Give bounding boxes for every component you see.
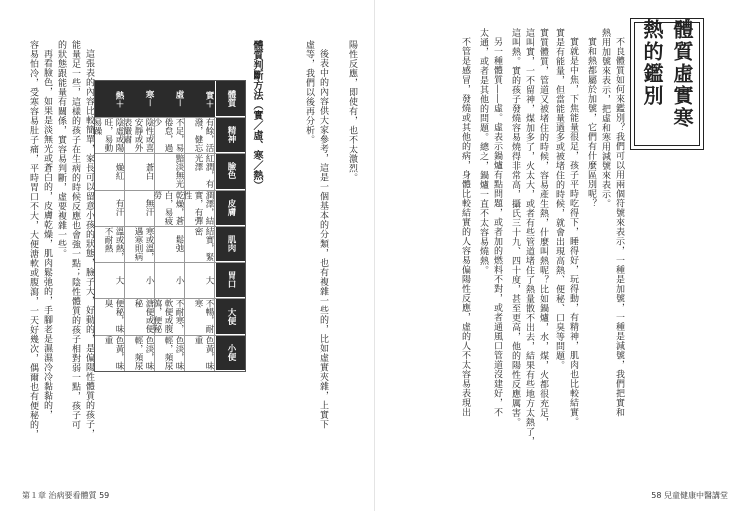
intro-column-2: 後表中的內容供大家參考，這是一個基本的分類，也有複雜一些的，比如虛實夾雜，上實下: [318, 49, 328, 429]
table-cell: 有汗: [114, 199, 124, 217]
table-cell: 溫或熱，不耐熱: [103, 226, 124, 261]
text-column-6: 實質體質，管道又被堵住的時候，容易產生熱，什麼叫熱呢？比如鍋爐，水，煤，火都很充足，: [538, 28, 548, 427]
table-cell: 色淡，味輕，頻尿: [163, 335, 184, 370]
body-column-2: 能量足一些，這樣的孩子在生病的時候反應也會強一點；陰性體質的孩子相對弱一點，孩子可: [70, 40, 80, 430]
text-column-7: 這叫實，一不留神，煤加多了，火太大，或者有些管道堵住了熱量散不出去，結果有些地方太熱了，: [524, 28, 534, 446]
text-column-8: 這叫熱。實的孩子發燒容易燒得非常高，攝氏三十九、四十度，甚至更高，他的陽性反應厲害。: [510, 28, 520, 427]
table-cell: 小: [174, 276, 184, 285]
table-cell: 蒼白: [144, 162, 154, 180]
table-cell: 不暢，耐寒: [193, 299, 214, 334]
table-cell: 大: [114, 276, 124, 285]
left-footer: 第１章 治病要看體質 59: [22, 491, 110, 500]
table-cell: 溏便或便秘: [133, 299, 154, 334]
table-cell: 不耐寒，軟便或腹瀉，便秘: [152, 299, 184, 334]
table-cell: 陰虛或陽旺，易動易躁: [92, 118, 124, 152]
table-cell: 小: [144, 276, 154, 285]
text-column-2: 熱用加號來表示，把虛和寒用減號來表示。: [600, 28, 610, 209]
table-header-cell: 臉色: [216, 153, 245, 188]
table-header-cell: 體質: [216, 81, 245, 116]
table-row-divider: [95, 226, 245, 227]
body-column-1: 這張表的內容比較簡單，家長可以留意小孩的狀態，臉子大，好動的，是偏陽性體質的孩子，: [84, 49, 94, 439]
table-row-label: 虛－: [155, 81, 185, 117]
table-cell: 黯淡無光: [174, 154, 184, 189]
table-header-cell: 小便: [216, 335, 245, 370]
table-header-cell: 肌肉: [216, 226, 245, 261]
body-column-3: 的狀態跟能量有關係，實容易判斷，虛要複雜一些。: [56, 40, 66, 259]
body-column-4: 再看臉色，如果是淡無光或蒼白的，皮膚乾燥，肌肉鬆弛的，手腳老是濕濕冷冷黏黏的，: [42, 49, 52, 420]
table-row-label: 實＋: [185, 81, 215, 117]
text-column-9: 另一種體質――虛。虛表示鍋爐有點問題，或者加的燃料不對，或者通風口管道沒建好，不: [492, 37, 502, 417]
constitution-table: [94, 80, 246, 372]
table-row-label: 寒－: [125, 81, 155, 117]
table-cell: 紅潤，有光澤: [193, 154, 214, 189]
table-header-cell: 胃口: [216, 262, 245, 297]
text-column-11: 不管是感冒，發燒或其他的病，身體比較結實的人容易偏陽性反應，虛的人不太容易表現出: [460, 37, 470, 417]
table-cell: 色淡，味輕，頻尿: [133, 335, 154, 370]
table-cell: 潤澤，結實，有彈性: [182, 190, 214, 225]
table-header-cell: 精神: [216, 117, 245, 152]
right-footer: 58 兒童健康中醫講堂: [651, 491, 728, 500]
table-cell: 結實，緊密: [193, 226, 214, 261]
table-row-divider: [95, 190, 245, 191]
table-cell: 有餘，活潑，健忘: [193, 118, 214, 152]
table-row-divider: [95, 262, 245, 263]
intro-column-1: 陽性反應，即使有，也不太激烈。: [347, 40, 357, 183]
intro-column-3: 虛等，我們以後再分析。: [304, 40, 314, 145]
table-header-cell: 皮膚: [216, 190, 245, 225]
table-row-label: 熱＋: [95, 81, 125, 117]
table-cell: 色黃，味重: [103, 335, 124, 370]
table-cell: 色黃，味重: [193, 335, 214, 370]
text-column-1: 不良體質如何來鑑別？我們可以用兩個符號來表示，一種是加號，一種是減號，我們把實和: [614, 37, 624, 417]
table-row-divider: [95, 117, 245, 118]
table-cell: 無汗: [144, 199, 154, 217]
table-row-divider: [95, 153, 245, 154]
table-cell: 不足，易倦怠，過少: [152, 118, 184, 152]
table-cell: 寒或溫，遇寒則病: [133, 226, 154, 261]
table-cell: 陰性或喜安靜或外表嚴肅: [122, 118, 154, 152]
title-box: [630, 18, 704, 150]
table-cell: 便秘，味臭: [103, 299, 124, 334]
table-header-cell: 大便: [216, 298, 245, 333]
text-column-5: 實是有能量，但當能量過多或被堵住的時候，就會出現高熱、便秘、口臭等問題。: [554, 28, 564, 370]
table-cell: 燥紅: [114, 162, 124, 180]
table-cell: 大: [204, 276, 214, 285]
body-column-5: 容易怕冷，受寒容易肚子痛，平時胃口不大，大便溏軟或腹瀉，一天好幾次，偶爾也有便秘的，: [28, 40, 38, 439]
table-heading: 體質判斷方法（實／虛、寒／熱）: [251, 40, 262, 190]
text-column-4: 實就是中焦，下焦能量很足，孩子平時吃得下，睡得好，玩得動，有精神，肌肉也比較結實。: [568, 37, 578, 427]
text-column-10: 太通，或者是其他的問題。總之，鍋爐一直不太容易燒熱。: [478, 28, 488, 275]
text-column-3: 實和熱都屬於加號，它們有什麼區別呢？: [586, 37, 596, 208]
table-cell: 乾燥，蒼白，易疲勞: [152, 190, 184, 225]
page-title: 體質虛實寒熱的鑑別: [640, 19, 694, 129]
table-row-divider: [95, 298, 245, 299]
table-cell: 鬆弛: [174, 235, 184, 253]
table-row-divider: [95, 335, 245, 336]
